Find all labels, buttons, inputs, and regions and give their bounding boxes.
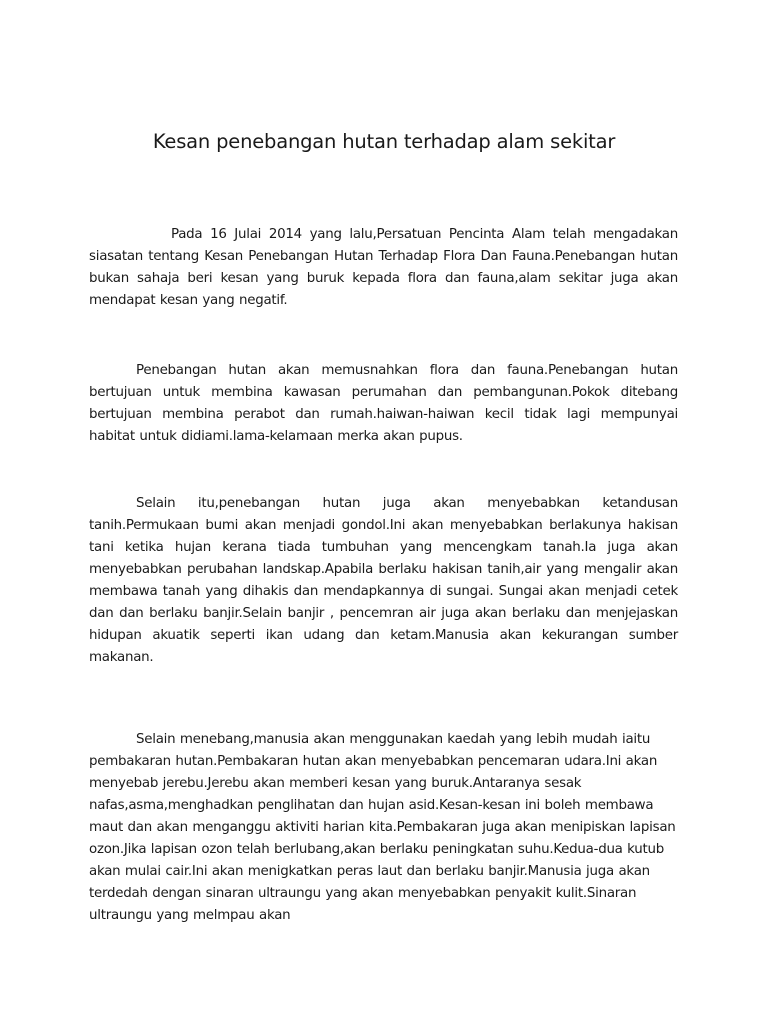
paragraph-intro: Pada 16 Julai 2014 yang lalu,Persatuan Pencinta Alam telah mengadakan siasatan tentang Kesan Penebangan Hutan Terhadap Flora Dan Fauna.Penebangan hutan bukan sahaja beri kesan yang buruk kepada flora dan fauna,alam sekitar juga akan mendapat kesan yang negatif. bbox=[89, 227, 678, 308]
paragraph-forest-burning: Selain menebang,manusia akan menggunakan kaedah yang lebih mudah iaitu pembakaran hutan.Pembakaran hutan akan menyebabkan pencemaran udara.Ini akan menyebab jerebu.Jerebu akan memberi kesan yang buruk.Antaranya sesak nafas,asma,menghadkan penglihatan dan hujan asid.Kesan-kesan ini boleh membawa maut dan akan menganggu aktiviti harian kita.Pembakaran juga akan menipiskan lapisan ozon.Jika lapisan ozon telah berlubang,akan berlaku peningkatan suhu.Kedua-dua kutub akan mulai cair.Ini akan menigkatkan peras laut dan berlaku banjir.Manusia juga akan terdedah dengan sinaran ultraungu yang akan menyebabkan penyakit kulit.Sinaran ultraungu yang melmpau akan bbox=[89, 732, 676, 923]
document-title: Kesan penebangan hutan terhadap alam sekitar bbox=[152, 130, 616, 153]
paragraph-flora-fauna: Penebangan hutan akan memusnahkan flora dan fauna.Penebangan hutan bertujuan untuk membina kawasan perumahan dan pembangunan.Pokok ditebang bertujuan membina perabot dan rumah.haiwan-haiwan kecil tidak lagi mempunyai habitat untuk didiami.lama-kelamaan merka akan pupus. bbox=[89, 363, 678, 444]
paragraph-soil-erosion: Selain itu,penebangan hutan juga akan menyebabkan ketandusan tanih.Permukaan bumi akan menjadi gondol.Ini akan menyebabkan berlakunya hakisan tani ketika hujan kerana tiada tumbuhan yang mencengkam tanah.Ia juga akan menyebabkan perubahan landskap.Apabila berlaku hakisan tanih,air yang mengalir akan membawa tanah yang dihakis dan mendapkannya di sungai. Sungai akan menjadi cetek dan dan berlaku banjir.Selain banjir , pencemran air juga akan berlaku dan menjejaskan hidupan akuatik seperti ikan udang dan ketam.Manusia akan kekurangan sumber makanan. bbox=[89, 496, 678, 665]
